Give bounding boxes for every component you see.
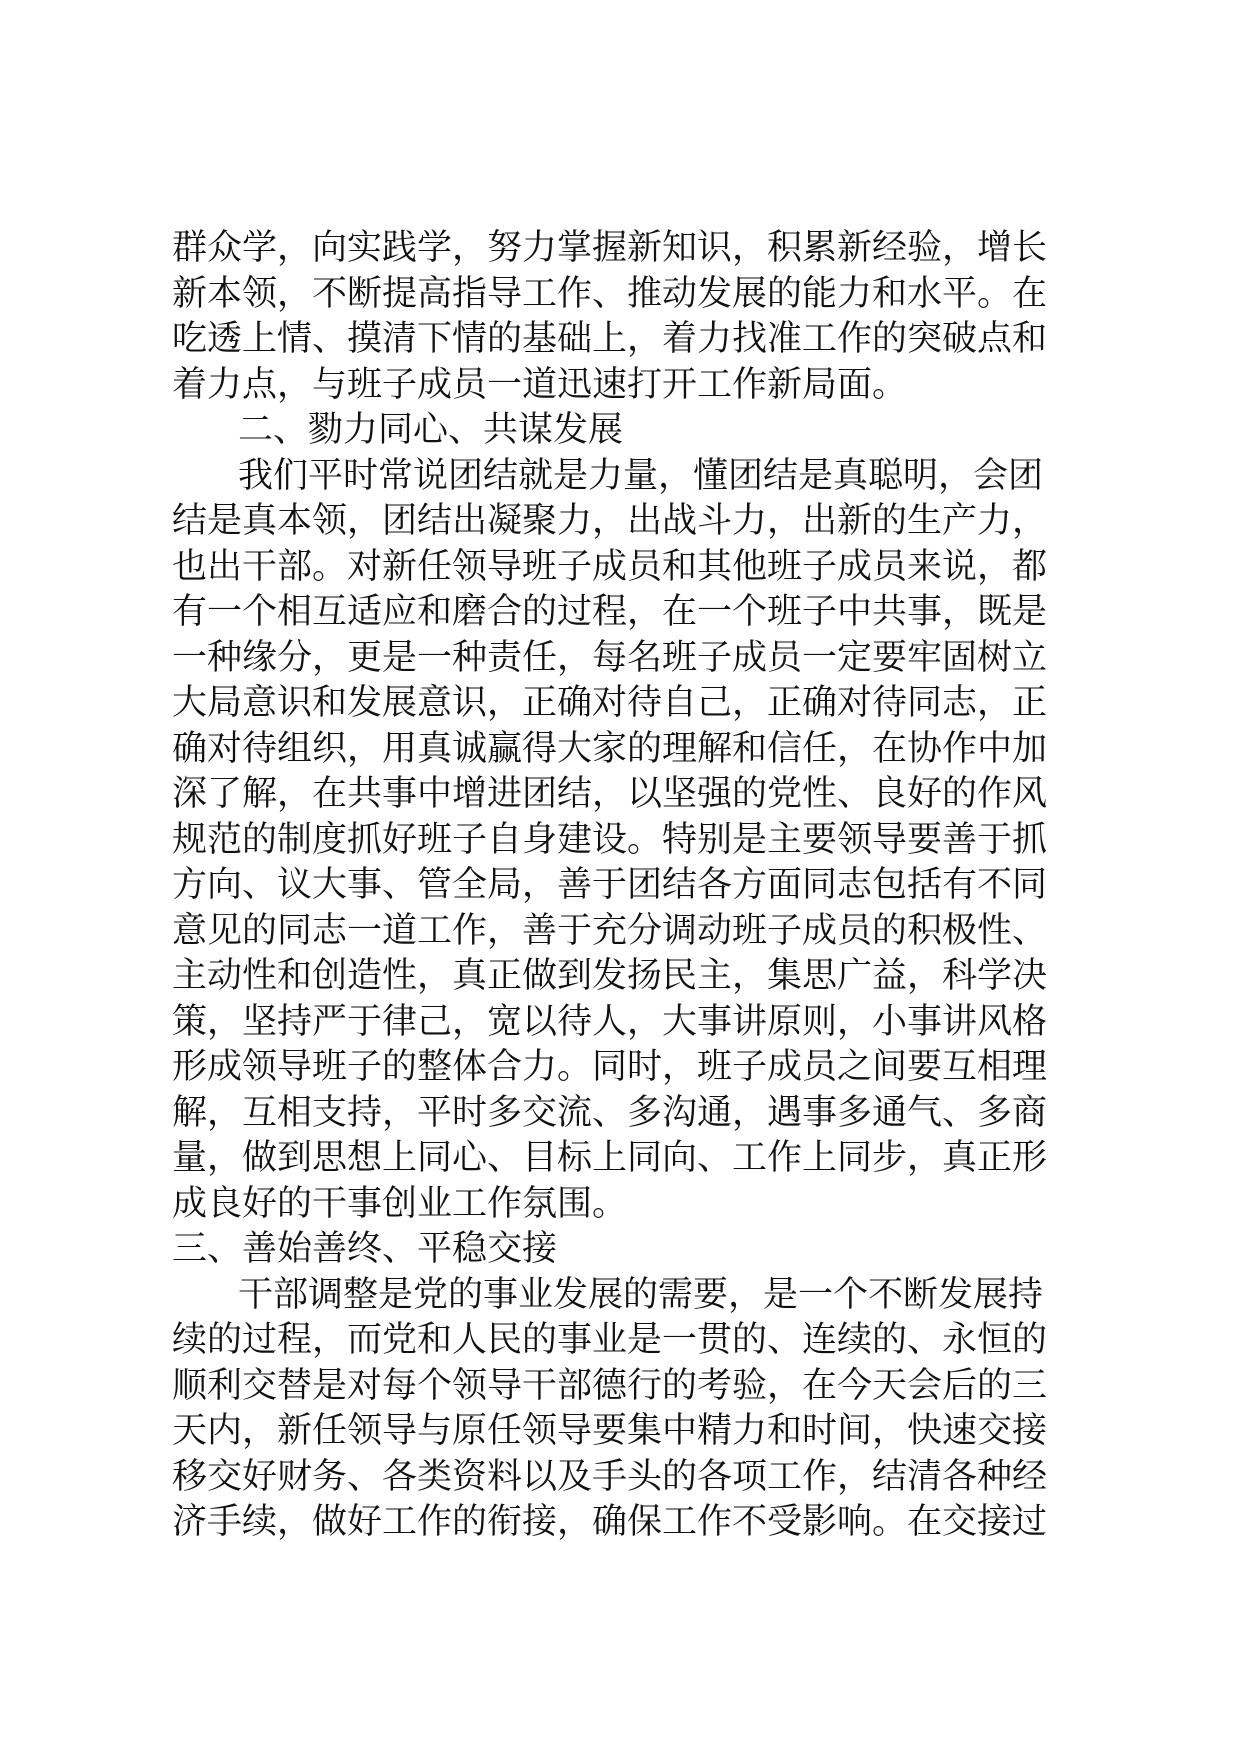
text-line: 有一个相互适应和磨合的过程，在一个班子中共事，既是 bbox=[172, 592, 1048, 632]
text-line: 成良好的干事创业工作氛围。 bbox=[172, 1183, 628, 1224]
text-line: 量，做到思想上同心、目标上同向、工作上同步，真正形 bbox=[172, 1138, 1048, 1178]
text-line: 形成领导班子的整体合力。同时，班子成员之间要互相理 bbox=[172, 1047, 1048, 1087]
text-line: 一种缘分，更是一种责任，每名班子成员一定要牢固树立 bbox=[172, 637, 1048, 678]
text-line: 规范的制度抓好班子自身建设。特别是主要领导要善于抓 bbox=[172, 819, 1048, 860]
text-line: 意见的同志一道工作，善于充分调动班子成员的积极性、 bbox=[172, 910, 1048, 951]
text-line: 结是真本领，团结出凝聚力，出战斗力，出新的生产力， bbox=[172, 501, 1048, 541]
text-line: 移交好财务、各类资料以及手头的各项工作，结清各种经 bbox=[172, 1456, 1048, 1497]
text-line: 着力点，与班子成员一道迅速打开工作新局面。 bbox=[172, 364, 908, 405]
text-line: 新本领，不断提高指导工作、推动发展的能力和水平。在 bbox=[172, 273, 1048, 314]
text-line: 顺利交替是对每个领导干部德行的考验，在今天会后的三 bbox=[172, 1365, 1048, 1406]
text-line: 天内，新任领导与原任领导要集中精力和时间，快速交接 bbox=[172, 1411, 1048, 1451]
text-line: 吃透上情、摸清下情的基础上，着力找准工作的突破点和 bbox=[172, 319, 1048, 359]
text-line: 主动性和创造性，真正做到发扬民主，集思广益，科学决 bbox=[172, 956, 1048, 996]
text-line: 深了解，在共事中增进团结，以坚强的党性、良好的作风 bbox=[172, 774, 1048, 814]
text-line: 二、勠力同心、共谋发展 bbox=[238, 410, 624, 450]
text-line: 方向、议大事、管全局，善于团结各方面同志包括有不同 bbox=[172, 865, 1048, 905]
text-line: 济手续，做好工作的衔接，确保工作不受影响。在交接过 bbox=[172, 1502, 1048, 1542]
text-line: 确对待组织，用真诚赢得大家的理解和信任，在协作中加 bbox=[172, 728, 1048, 769]
text-line: 解，互相支持，平时多交流、多沟通，遇事多通气、多商 bbox=[172, 1092, 1048, 1133]
text-line: 我们平时常说团结就是力量，懂团结是真聪明，会团 bbox=[238, 455, 1044, 496]
text-line: 续的过程，而党和人民的事业是一贯的、连续的、永恒的 bbox=[172, 1320, 1048, 1360]
text-line: 三、善始善终、平稳交接 bbox=[172, 1229, 558, 1269]
text-line: 群众学，向实践学，努力掌握新知识，积累新经验，增长 bbox=[172, 228, 1048, 268]
text-line: 策，坚持严于律己，宽以待人，大事讲原则，小事讲风格 bbox=[172, 1001, 1048, 1042]
body-text bbox=[172, 226, 1080, 1546]
text-line: 大局意识和发展意识，正确对待自己，正确对待同志，正 bbox=[172, 683, 1048, 723]
text-line: 也出干部。对新任领导班子成员和其他班子成员来说，都 bbox=[172, 546, 1048, 587]
text-line: 干部调整是党的事业发展的需要，是一个不断发展持 bbox=[238, 1274, 1044, 1315]
